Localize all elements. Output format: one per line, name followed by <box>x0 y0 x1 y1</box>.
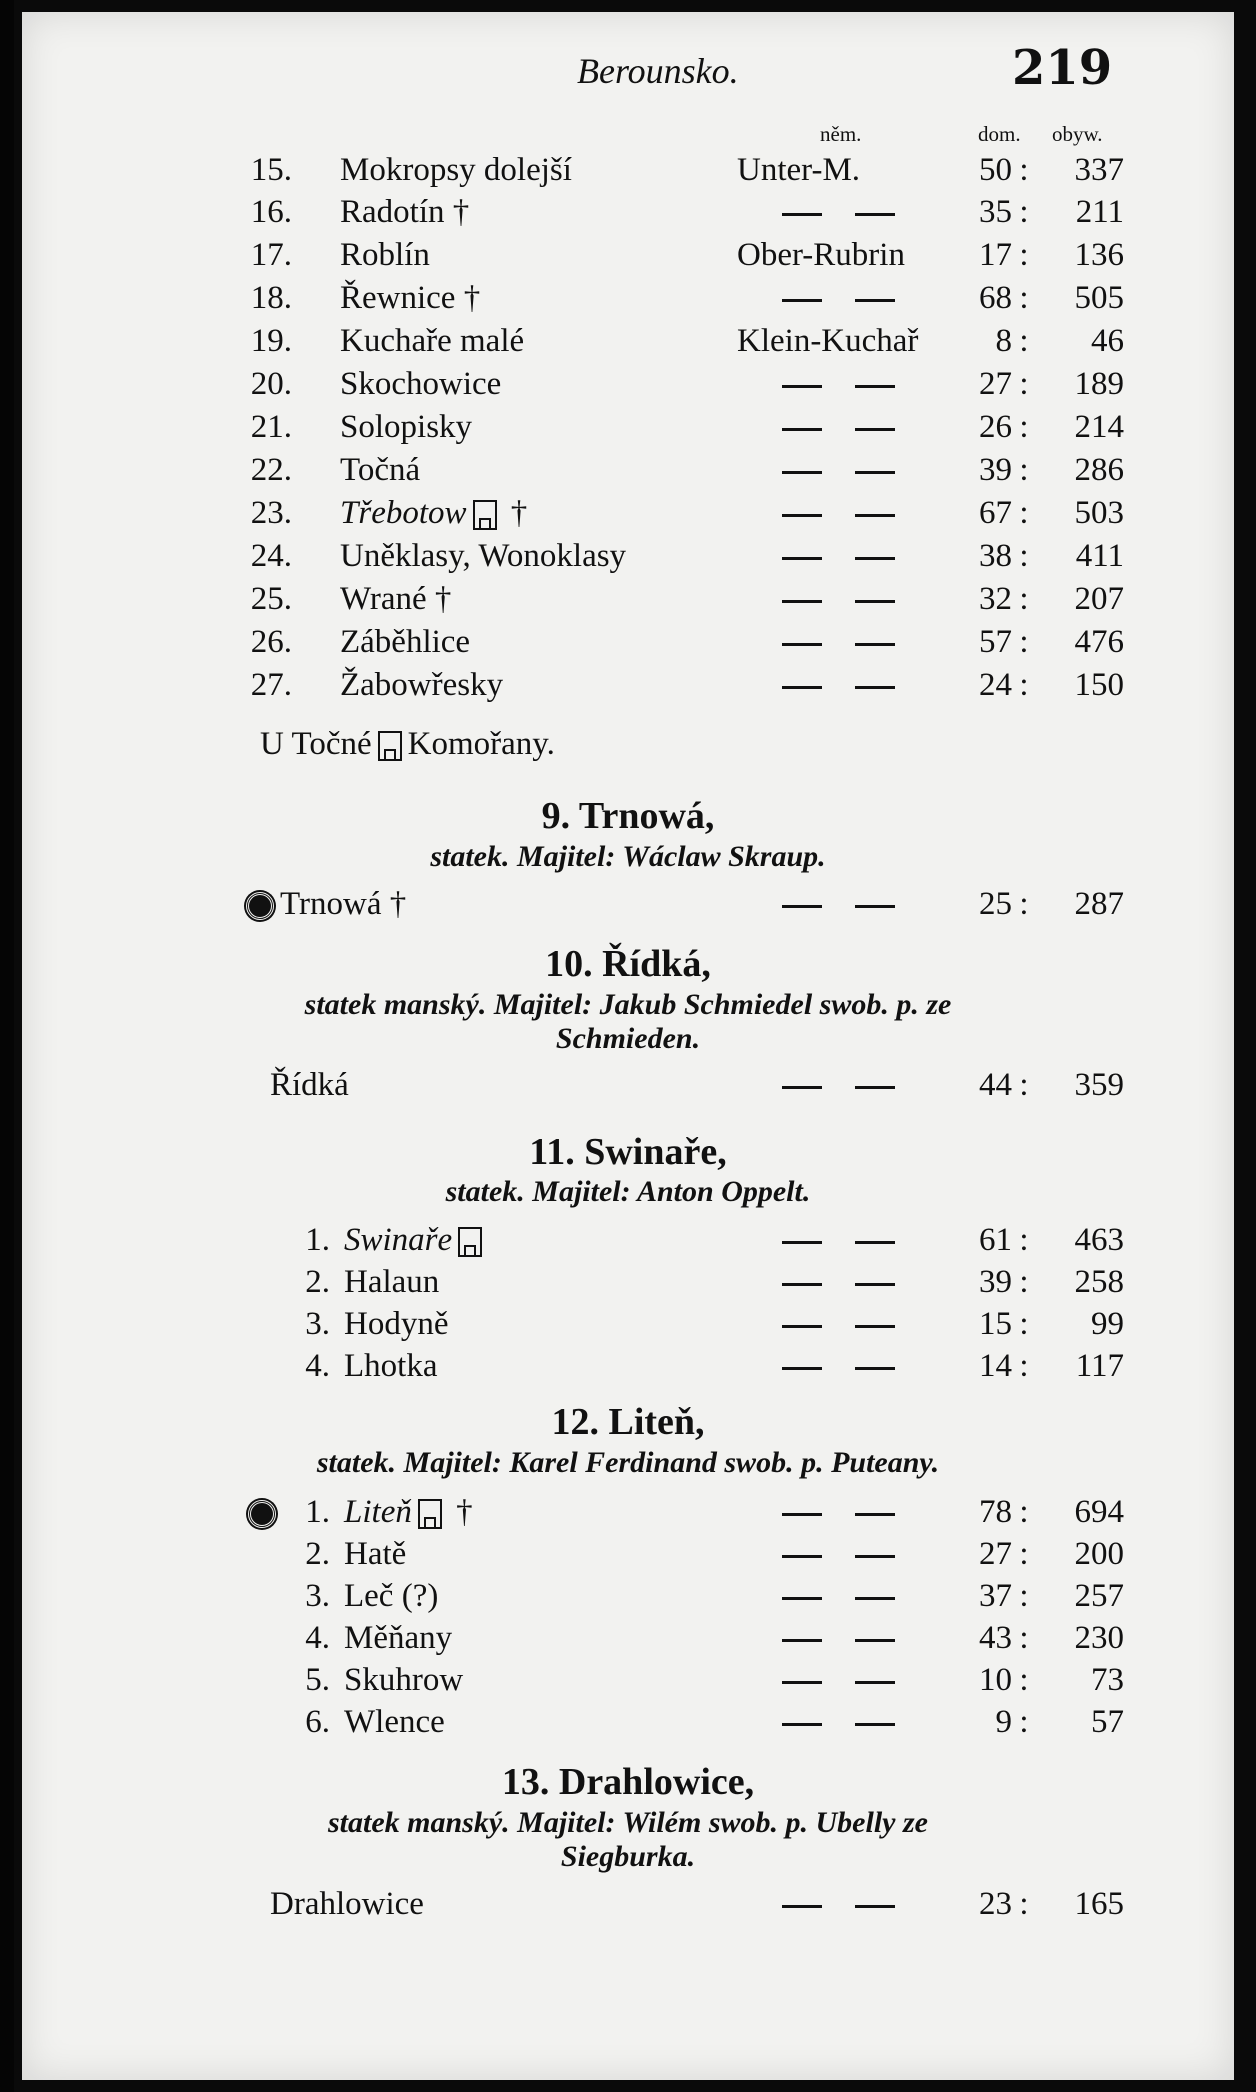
population-count: 258 <box>1074 1264 1124 1300</box>
ditto-dashes <box>782 1702 895 1742</box>
table-row <box>22 1220 1234 1260</box>
colon: : <box>1019 194 1029 230</box>
table-row <box>22 364 1234 404</box>
population-count: 214 <box>1074 409 1124 445</box>
ditto-dashes <box>782 622 895 662</box>
column-header-dom: dom. <box>978 122 1021 146</box>
colon: : <box>1019 495 1029 531</box>
table-row <box>22 1492 1234 1532</box>
note-text <box>260 724 555 764</box>
population-count: 257 <box>1074 1578 1124 1614</box>
houses-count: 10 <box>979 1662 1012 1698</box>
place-name: Wrané † <box>340 581 452 617</box>
place-name: Skuhrow <box>344 1662 464 1698</box>
table-row <box>22 536 1234 576</box>
table-row <box>22 665 1234 705</box>
ditto-dashes <box>782 192 895 232</box>
section-subtitle: statek. Majitel: Karel Ferdinand swob. p. Puteany. <box>316 1446 940 1479</box>
colon: : <box>1019 366 1029 402</box>
houses-count: 39 <box>979 1264 1012 1300</box>
population-count: 136 <box>1074 237 1124 273</box>
table-row <box>22 407 1234 447</box>
colon: : <box>1019 1578 1029 1614</box>
ditto-dashes <box>782 1576 895 1616</box>
row-number: 20. <box>250 366 292 402</box>
table-row <box>22 1576 1234 1616</box>
colon: : <box>1019 667 1029 703</box>
houses-count: 57 <box>979 624 1012 660</box>
houses-count: 67 <box>979 495 1012 531</box>
houses-count: 9 <box>995 1704 1012 1740</box>
row-number: 16. <box>250 194 292 230</box>
population-count: 411 <box>1075 538 1124 574</box>
colon: : <box>1019 1222 1029 1258</box>
table-row <box>22 1884 1234 1924</box>
book-spine <box>0 0 14 2092</box>
houses-count: 27 <box>979 366 1012 402</box>
row-number: 4. <box>305 1620 330 1656</box>
houses-count: 32 <box>979 581 1012 617</box>
population-count: 150 <box>1074 667 1124 703</box>
houses-count: 38 <box>979 538 1012 574</box>
place-name: Řídká <box>270 1067 349 1103</box>
ditto-dashes <box>782 1220 895 1260</box>
houses-count: 8 <box>995 323 1012 359</box>
population-count: 359 <box>1074 1067 1124 1103</box>
row-number: 5. <box>305 1662 330 1698</box>
table-row <box>22 321 1234 361</box>
column-header-obyw: obyw. <box>1052 122 1103 146</box>
castle-icon <box>378 731 402 761</box>
row-number: 22. <box>250 452 292 488</box>
section-heading: 11. Swinaře, <box>529 1131 727 1173</box>
houses-count: 39 <box>979 452 1012 488</box>
population-count: 207 <box>1074 581 1124 617</box>
ditto-dashes <box>782 1618 895 1658</box>
castle-icon <box>473 500 497 530</box>
place-name: Wlence <box>344 1704 445 1740</box>
ditto-dashes <box>782 884 895 924</box>
population-count: 463 <box>1074 1222 1124 1258</box>
section-subtitle-cont: Siegburka. <box>560 1840 696 1873</box>
section-heading: 9. Trnowá, <box>541 795 715 837</box>
houses-count: 25 <box>979 886 1012 922</box>
colon: : <box>1019 1494 1029 1530</box>
place-name: Roblín <box>340 237 430 273</box>
table-row <box>22 150 1234 190</box>
table-row <box>22 579 1234 619</box>
table-row <box>22 1660 1234 1700</box>
houses-count: 35 <box>979 194 1012 230</box>
population-count: 337 <box>1074 152 1124 188</box>
section-heading: 13. Drahlowice, <box>501 1761 755 1803</box>
population-count: 476 <box>1074 624 1124 660</box>
ditto-dashes <box>782 1660 895 1700</box>
place-name-group <box>340 493 527 533</box>
ditto-dashes <box>782 579 895 619</box>
place-name: Trnowá † <box>280 886 407 922</box>
table-row <box>22 235 1234 275</box>
houses-count: 17 <box>979 237 1012 273</box>
ditto-dashes <box>782 1065 895 1105</box>
row-number: 1. <box>305 1222 330 1258</box>
colon: : <box>1019 452 1029 488</box>
ditto-dashes <box>782 1262 895 1302</box>
houses-count: 26 <box>979 409 1012 445</box>
table-row <box>22 450 1234 490</box>
church-cross: † <box>456 1494 473 1530</box>
population-count: 230 <box>1074 1620 1124 1656</box>
colon: : <box>1019 886 1029 922</box>
houses-count: 23 <box>979 1886 1012 1922</box>
section-heading: 12. Liteň, <box>551 1401 705 1443</box>
row-number: 23. <box>250 495 292 531</box>
table-row <box>22 1065 1234 1105</box>
section-subtitle: statek manský. Majitel: Wilém swob. p. Ubelly ze <box>328 1806 928 1839</box>
table-row <box>22 1702 1234 1742</box>
table-row <box>22 1618 1234 1658</box>
colon: : <box>1019 1264 1029 1300</box>
colon: : <box>1019 237 1029 273</box>
population-count: 211 <box>1075 194 1124 230</box>
place-name: Drahlowice <box>270 1886 424 1922</box>
colon: : <box>1019 280 1029 316</box>
place-name: Solopisky <box>340 409 473 445</box>
ditto-dashes <box>782 1346 895 1386</box>
table-row <box>22 1262 1234 1302</box>
colon: : <box>1019 1620 1029 1656</box>
place-name-group <box>344 1492 473 1532</box>
section-subtitle-cont: Schmieden. <box>555 1022 701 1055</box>
row-number: 15. <box>250 152 292 188</box>
houses-count: 50 <box>979 152 1012 188</box>
castle-icon <box>458 1227 482 1257</box>
place-name: Lhotka <box>344 1348 438 1384</box>
population-count: 505 <box>1074 280 1124 316</box>
ditto-dashes <box>782 1492 895 1532</box>
place-name: Hodyně <box>344 1306 449 1342</box>
population-count: 503 <box>1074 495 1124 531</box>
colon: : <box>1019 538 1029 574</box>
place-name: Uněklasy, Wonoklasy <box>340 538 627 574</box>
houses-count: 44 <box>979 1067 1012 1103</box>
note-post: Komořany. <box>407 726 555 762</box>
colon: : <box>1019 1886 1029 1922</box>
row-number: 4. <box>305 1348 330 1384</box>
place-name: Swinaře <box>344 1222 453 1258</box>
book-page <box>22 12 1234 2080</box>
place-name: Halaun <box>344 1264 440 1300</box>
place-name: Měňany <box>344 1620 453 1656</box>
houses-count: 68 <box>979 280 1012 316</box>
colon: : <box>1019 409 1029 445</box>
place-name-group <box>344 1220 488 1260</box>
place-name: Mokropsy dolejší <box>340 152 572 188</box>
houses-count: 24 <box>979 667 1012 703</box>
population-count: 46 <box>1091 323 1124 359</box>
population-count: 200 <box>1074 1536 1124 1572</box>
place-name: Záběhlice <box>340 624 471 660</box>
place-name: Skochowice <box>340 366 502 402</box>
table-row <box>22 493 1234 533</box>
houses-count: 15 <box>979 1306 1012 1342</box>
table-row <box>22 622 1234 662</box>
row-number: 27. <box>250 667 292 703</box>
row-number: 18. <box>250 280 292 316</box>
ditto-dashes <box>782 364 895 404</box>
ditto-dashes <box>782 407 895 447</box>
row-number: 21. <box>250 409 292 445</box>
row-number: 2. <box>305 1264 330 1300</box>
houses-count: 27 <box>979 1536 1012 1572</box>
place-name-group <box>246 884 406 924</box>
population-count: 99 <box>1091 1306 1124 1342</box>
row-number: 19. <box>250 323 292 359</box>
row-number: 24. <box>250 538 292 574</box>
german-name: Unter-M. <box>737 152 861 188</box>
row-number: 6. <box>305 1704 330 1740</box>
section-subtitle: statek. Majitel: Anton Oppelt. <box>445 1175 811 1208</box>
houses-count: 14 <box>979 1348 1012 1384</box>
colon: : <box>1019 1348 1029 1384</box>
row-number: 2. <box>305 1536 330 1572</box>
ditto-dashes <box>782 278 895 318</box>
ditto-dashes <box>782 450 895 490</box>
note-line <box>22 724 1234 764</box>
population-count: 57 <box>1091 1704 1124 1740</box>
colon: : <box>1019 323 1029 359</box>
place-name: Hatě <box>344 1536 407 1572</box>
colon: : <box>1019 624 1029 660</box>
population-count: 165 <box>1074 1886 1124 1922</box>
table-row <box>22 1534 1234 1574</box>
population-count: 73 <box>1091 1662 1124 1698</box>
ditto-dashes <box>782 1304 895 1344</box>
castle-icon <box>418 1499 442 1529</box>
page-number: 219 <box>1012 40 1113 96</box>
row-number: 17. <box>250 237 292 273</box>
table-row <box>22 1346 1234 1386</box>
place-name: Točná <box>340 452 421 488</box>
row-number: 26. <box>250 624 292 660</box>
place-name: Řewnice † <box>340 280 481 316</box>
population-count: 287 <box>1074 886 1124 922</box>
population-count: 189 <box>1074 366 1124 402</box>
place-name: Žabowřesky <box>340 667 504 703</box>
table-row <box>22 278 1234 318</box>
german-name: Ober-Rubrin <box>737 237 905 273</box>
section-heading: 10. Řídká, <box>545 943 711 985</box>
section-subtitle: statek. Majitel: Wáclaw Skraup. <box>430 840 826 873</box>
ditto-dashes <box>782 1884 895 1924</box>
place-name: Liteň <box>344 1494 412 1530</box>
place-name: Leč (?) <box>344 1578 439 1614</box>
ditto-dashes <box>782 536 895 576</box>
ditto-dashes <box>782 1534 895 1574</box>
houses-count: 61 <box>979 1222 1012 1258</box>
row-number: 1. <box>305 1494 330 1530</box>
ditto-dashes <box>782 493 895 533</box>
place-name: Radotín † <box>340 194 470 230</box>
ditto-dashes <box>782 665 895 705</box>
place-name: Třebotow <box>340 495 467 531</box>
table-row <box>22 884 1234 924</box>
note-pre: U Točné <box>260 726 372 762</box>
table-row <box>22 192 1234 232</box>
german-name: Klein-Kuchař <box>737 323 919 359</box>
houses-count: 37 <box>979 1578 1012 1614</box>
church-cross: † <box>510 495 528 531</box>
page-header-title: Berounsko. <box>577 51 739 91</box>
row-number: 3. <box>305 1306 330 1342</box>
colon: : <box>1019 1536 1029 1572</box>
houses-count: 43 <box>979 1620 1012 1656</box>
place-name: Kuchaře malé <box>340 323 525 359</box>
colon: : <box>1019 581 1029 617</box>
colon: : <box>1019 152 1029 188</box>
population-count: 286 <box>1074 452 1124 488</box>
table-row <box>22 1304 1234 1344</box>
population-count: 117 <box>1075 1348 1124 1384</box>
row-number: 25. <box>250 581 292 617</box>
colon: : <box>1019 1662 1029 1698</box>
houses-count: 78 <box>979 1494 1012 1530</box>
column-header-nem: něm. <box>820 122 862 146</box>
colon: : <box>1019 1306 1029 1342</box>
population-count: 694 <box>1074 1494 1124 1530</box>
row-number: 3. <box>305 1578 330 1614</box>
section-subtitle: statek manský. Majitel: Jakub Schmiedel swob. p. ze <box>304 988 952 1021</box>
colon: : <box>1019 1704 1029 1740</box>
colon: : <box>1019 1067 1029 1103</box>
parish-mark-icon <box>246 892 274 920</box>
